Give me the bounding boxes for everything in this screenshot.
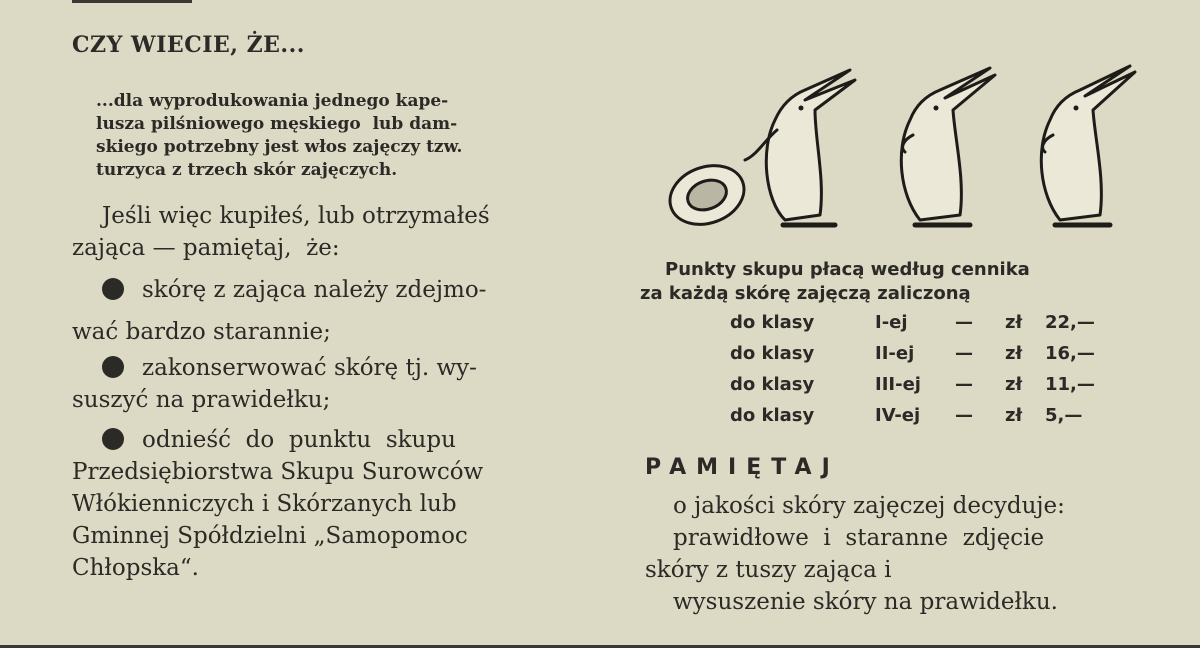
remember-line: wysuszenie skóry na prawidełku. [673,589,1058,615]
remember-paragraph [645,490,1185,618]
dash: — [955,342,973,364]
price-intro-line: za każdą skórę zajęczą zaliczoną [640,283,971,304]
price-table [730,310,1125,434]
currency: zł [1005,342,1023,364]
bullet-text: Gminnej Spółdzielni „Samopomoc [72,523,468,549]
bullet-text: zakonserwować skórę tj. wy- [142,355,477,381]
bullet-text: suszyć na prawidełku; [72,387,331,413]
bullet-text: Włókienniczych i Skórzanych lub [72,491,457,517]
intro-line: lusza pilśniowego męskiego lub dam- [96,114,458,134]
article-title: CZY WIECIE, ŻE... [72,32,305,58]
price-row [730,372,1125,403]
top-rule [72,0,192,3]
bullet-item [72,274,607,306]
dash: — [955,373,973,395]
dash: — [955,311,973,333]
bullet-text: odnieść do punktu skupu [142,427,456,453]
intro-line: turzyca z trzech skór zajęczych. [96,160,398,180]
bullet-dot-icon [102,356,124,378]
bullet-text: Chłopska“. [72,555,199,581]
currency: zł [1005,311,1023,333]
lead-line: zająca — pamiętaj, że: [72,235,340,261]
bullet-dot-icon [102,428,124,450]
price-intro-line: Punkty skupu płacą według cennika [665,259,1030,280]
currency: zł [1005,404,1023,426]
class-label: do klasy [730,311,815,333]
intro-line: ...dla wyprodukowania jednego kape- [96,91,449,111]
lead-line: Jeśli więc kupiłeś, lub otrzymałeś [102,203,490,229]
price-row [730,403,1125,434]
intro-paragraph [96,90,616,182]
remember-line: prawidłowe i staranne zdjęcie [673,525,1045,551]
price-intro [640,258,1185,306]
bullet-text: wać bardzo starannie; [72,319,331,345]
price-value: 5,— [1045,404,1083,426]
class-name: III-ej [875,373,921,395]
price-value: 11,— [1045,373,1095,395]
bullet-text: skórę z zająca należy zdejmo- [142,277,487,303]
price-row [730,310,1125,341]
three-hares-illustration-icon [665,30,1155,235]
dash: — [955,404,973,426]
bullet-text: Przedsiębiorstwa Skupu Surowców [72,459,484,485]
price-row [730,341,1125,372]
class-name: II-ej [875,342,915,364]
class-name: I-ej [875,311,908,333]
class-label: do klasy [730,373,815,395]
price-value: 16,— [1045,342,1095,364]
intro-line: skiego potrzebny jest włos zajęczy tzw. [96,137,463,157]
instructions [72,200,607,584]
remember-line: skóry z tuszy zająca i [645,557,892,583]
bullet-dot-icon [102,278,124,300]
remember-heading: PAMIĘTAJ [645,455,840,480]
price-value: 22,— [1045,311,1095,333]
class-name: IV-ej [875,404,921,426]
class-label: do klasy [730,342,815,364]
bullet-item [72,352,607,384]
remember-line: o jakości skóry zajęczej decyduje: [673,493,1065,519]
bullet-item [72,424,607,456]
class-label: do klasy [730,404,815,426]
currency: zł [1005,373,1023,395]
